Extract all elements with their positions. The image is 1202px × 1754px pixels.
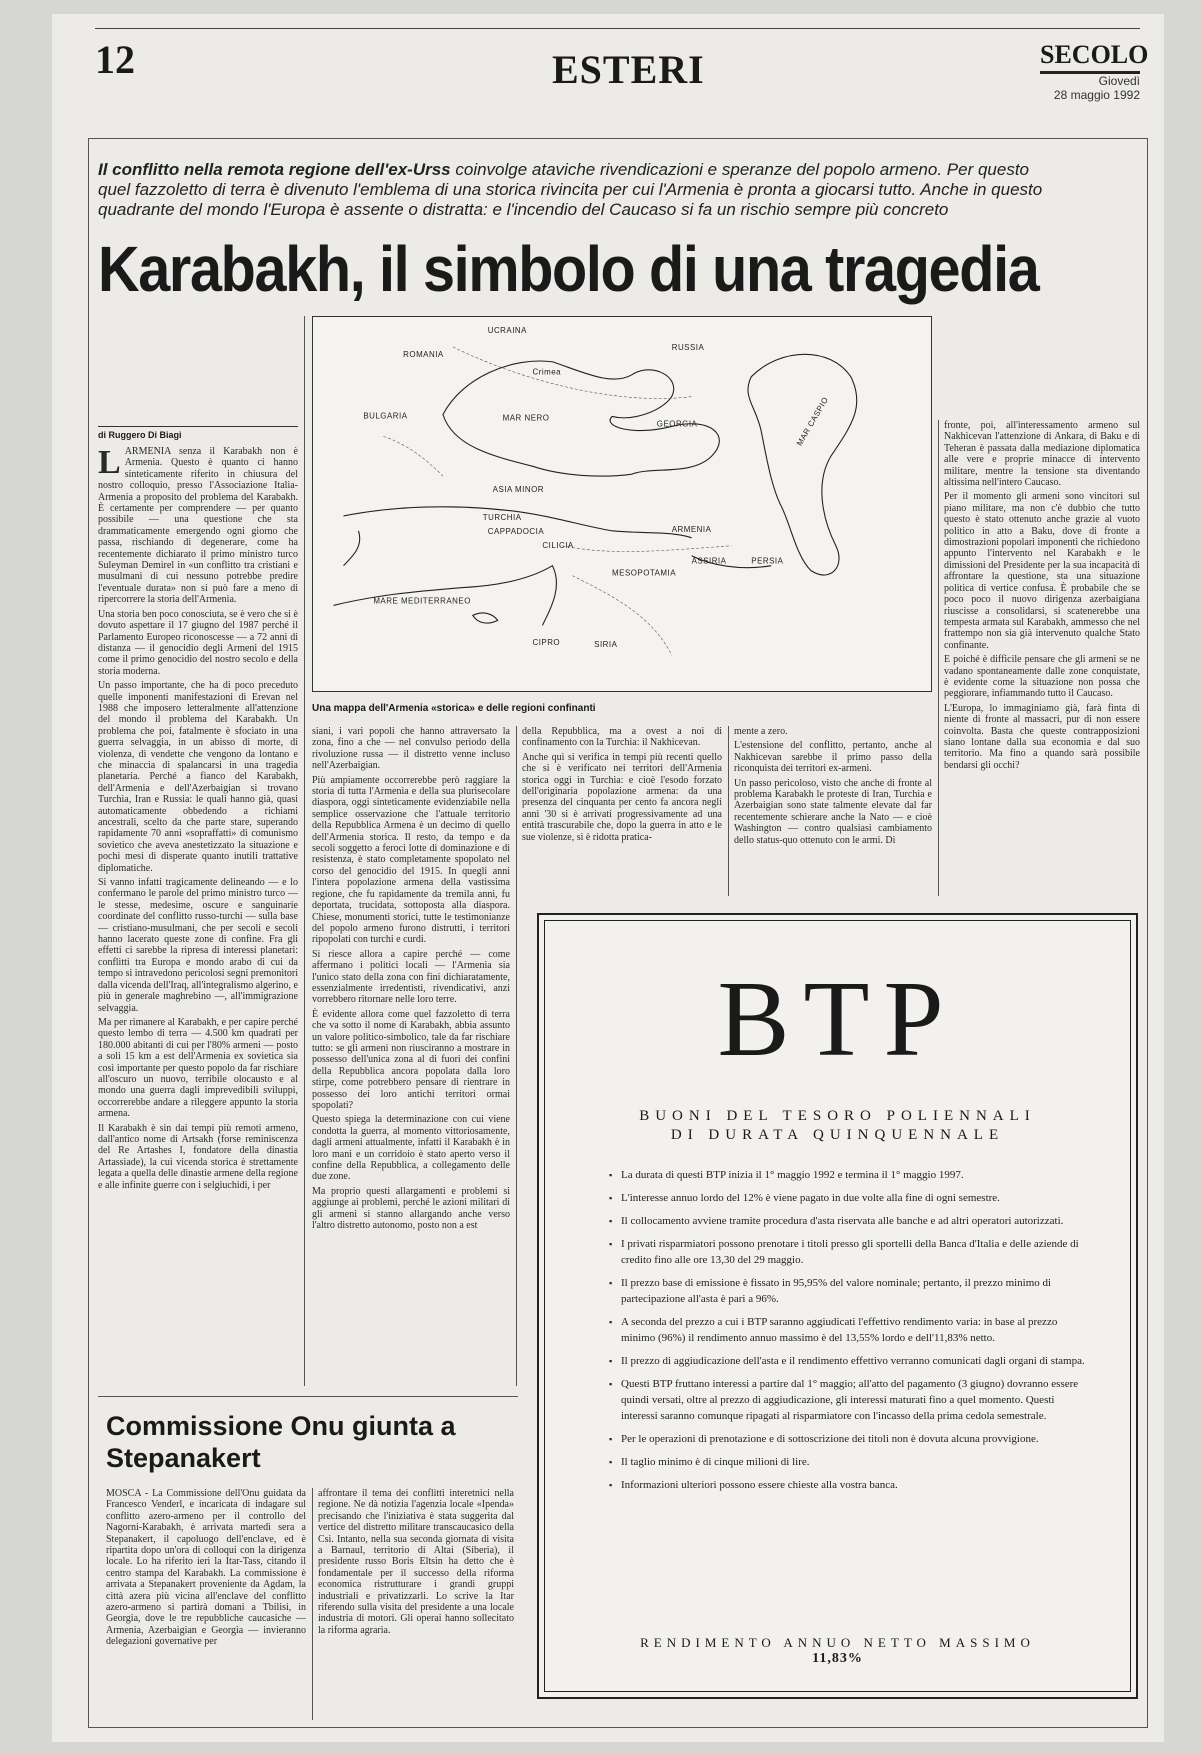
paragraph: L'Europa, lo immaginiamo già, farà finta di niente di fronte al massacri, pur di non essere coinvolta. Basta che queste contrapposizioni siano lontane dalla sua economia e dal suo territorio. Ma fino a quando sarà possibile bendarsi gli occhi?: [944, 702, 1140, 771]
map-label-siria: SIRIA: [594, 640, 618, 650]
paragraph: della Repubblica, ma a ovest a noi di confinamento con la Turchia: il Nakhicevan.: [522, 726, 722, 749]
map-label-crimea: Crimea: [532, 367, 562, 377]
ad-footer: [539, 1635, 1136, 1667]
map-label-persia: PERSIA: [751, 556, 784, 566]
list-item: ▪ Il prezzo di aggiudicazione dell'asta e il rendimento effettivo verranno comunicati dagli organi di stampa.: [609, 1353, 1089, 1369]
sidebar-column-1: [106, 1488, 306, 1720]
ad-subtitle-line-1: BUONI DEL TESORO POLIENNALI: [639, 1108, 1036, 1124]
paragraph: È evidente allora come quel fazzoletto di terra che va sotto il nome di Karabakh, abbia assunto un valore politico-simbolico, tale da far rischiare tutto: se gli armeni non riusciranno a mostrare in possesso dell'unica zona al di fuori dei confini della Repubblica ancora popolata dalla loro stirpe, come potrebbero pensare di rientrare in possesso dei loro antichi territori ormai spopolati?: [312, 1008, 510, 1111]
list-item: ▪ Per le operazioni di prenotazione e di sottoscrizione dei titoli non è dovuta alcuna provvigione.: [609, 1431, 1089, 1447]
map-label-mar-nero: MAR NERO: [502, 413, 550, 423]
paragraph: Il Karabakh è sin dai tempi più remoti armeno, dall'antico nome di Artsakh (forse reminiscenza del Re Artashes I, fondatore della dinastia Artassiade), la cui vicenda storica è strettamente legata a quella delle dinastie armene della regione e alle infinite guerre con i selgiuchidi, i per: [98, 1122, 298, 1191]
list-item: ▪ I privati risparmiatori possono prenotare i titoli presso gli sportelli della Banca d'Italia e delle aziende di credito fino alle ore 13,30 del 29 maggio.: [609, 1236, 1089, 1268]
column-divider: [312, 1488, 313, 1720]
map-label-cipro: CIPRO: [532, 638, 561, 648]
map-label-mar-caspio: MAR CASPIO: [794, 395, 831, 448]
list-item: ▪ L'interesse annuo lordo del 12% è viene pagato in due volte alla fine di ogni semestre.: [609, 1190, 1089, 1206]
column-divider: [728, 726, 729, 896]
sidebar-column-2: [318, 1488, 514, 1720]
paragraph: Per il momento gli armeni sono vincitori sul piano militare, ma non c'è dubbio che tutto questo è stato ottenuto anche grazie al vuoto politico in atto a Baku, dove di fronte a dimostrazioni popolari imponenti che richiedono appunto l'intervento nel Karabakh e le dimissioni del Presidente per la sua incapacità di affrontare la questione, sta una situazione politica di vertice confusa. È probabile che se poco poco il nuovo dirigenza azerbaigiana riuscisse a consolidarsi, si scatenerebbe una tempesta armata sul Karabakh, ammesso che nel frattempo non sia già intervenuto qualche Stato confinante.: [944, 491, 1140, 651]
map-label-assiria: ASSIRIA: [691, 556, 727, 566]
issue-day: Giovedì: [1098, 74, 1140, 88]
ad-subtitle: [539, 1107, 1136, 1145]
article-column-4: [734, 726, 932, 896]
map-label-turchia: TURCHIA: [482, 512, 522, 522]
list-item: ▪ Questi BTP fruttano interessi a partire dal 1° maggio; all'atto del pagamento (3 giugno) dovranno essere quindi versati, oltre al prezzo di aggiudicazione, gli interessi maturati fino a quel momento. Questi interessi saranno comunque ripagati al risparmiatore con l'incasso della prima cedola semestrale.: [609, 1376, 1089, 1424]
column-divider: [304, 316, 305, 1386]
article-kicker: [98, 160, 1058, 220]
list-item: ▪ Informazioni ulteriori possono essere chieste alla vostra banca.: [609, 1477, 1089, 1493]
paragraph: siani, i vari popoli che hanno attraversato la zona, fino a che — nel convulso periodo della rivoluzione russa — il distretto venne incluso nell'Azerbaigian.: [312, 726, 510, 772]
paragraph: Un passo pericoloso, visto che anche di fronte al problema Karabakh le proteste di Iran, Turchia e Azerbaigian sono state talmente elevate dal far recentemente schierare anche la Nato — e cioè Washington — contro qualsiasi cambiamento dello status-quo ottenuto con le armi. Di: [734, 777, 932, 846]
map-label-ucraina: UCRAINA: [487, 325, 527, 335]
paragraph: LARMENIA senza il Karabakh non è Armenia. Questo è quanto ci hanno sinteticamente riferito in chiusura del nostro colloquio, presso l'Associazione Italia-Armenia a proposito del problema del Karabakh. È certamente per comprendere — per quanto possibile — una questione che sta drammaticamente emergendo ogni giorno che passa, rischiando di degenerare, come ha recentemente dichiarato il primo ministro turco Suleyman Demirel in «un conflitto tra cristiani e musulmani di cui nessuno potrebbe predire l'eventuale durata» non si può fare a meno di ripercorrere la storia dell'Armenia.: [98, 446, 298, 606]
paragraph: Un passo importante, che ha di poco preceduto quelle imponenti manifestazioni di Erevan nel 1988 che imposero letteralmente all'attenzione del mondo il problema del Karabakh. Un problema che poi, fatalmente è sfociato in una guerra selvaggia, in un abisso di morte, di violenza, di vendette che vengono da lontano e che minaccia di spalancarsi in una tragedia planetaria. Perché a fianco del Karabakh, dell'Armenia e dell'Azerbaigian si trovano Turchia, Iran e Russia: le quali hanno già, quasi automaticamente obbedendo a richiami ancestrali, scelto da che parte stare, superando rapidamente 70 anni «sopraffatti» di comunismo sovietico che aveva anestetizzato la situazione e pochi mesi di disperate quanto inutili trattative diplomatiche.: [98, 680, 298, 874]
paragraph: Si riesce allora a capire perché — come affermano i politici locali — l'Armenia sia l'unico stato della zona con fini dichiaratamente, essenzialmente irredentisti, rivendicativi, anzi vorrebbero ritornare nelle loro terre.: [312, 948, 510, 1006]
article-column-2: [312, 726, 510, 1386]
map-label-mesopotamia: MESOPOTAMIA: [612, 568, 677, 578]
list-item: ▪ A seconda del prezzo a cui i BTP saranno aggiudicati l'effettivo rendimento varia: in base al prezzo minimo (96%) il rendimento annuo massimo è del 13,55% lordo e dell'11,83% netto.: [609, 1314, 1089, 1346]
top-rule: [95, 28, 1140, 29]
paragraph: Anche qui si verifica in tempi più recenti quello che si è verificato nei territori dell'Armenia storica oggi in Turchia: e cioè l'esodo forzato dell'originaria popolazione armena: da una presenza del cinquanta per cento fa ancora negli anni '30 si è arrivati progressivamente ad una entità trascurabile che, dopo la guerra in atto e le sue violenze, si è ridotta pratica-: [522, 751, 722, 843]
ad-title: BTP: [717, 960, 958, 1079]
paragraph: Ma per rimanere al Karabakh, e per capire perché questo lembo di terra — 4.500 km quadrati per 180.000 abitanti di cui per l'80% armeni — posto a soli 15 km a est dell'Armenia ex sovietica sia così importante per questo popolo da far rischiare all'oscuro un nuovo, terribile olocausto e al mondo una guerra dagli imprevedibili sviluppi, occorrerebbe andare a rileggere appunto la storia armena.: [98, 1016, 298, 1120]
map-label-russia: RUSSIA: [671, 342, 705, 352]
masthead: [1040, 40, 1149, 102]
byline: di Ruggero Di Biagi: [98, 426, 298, 440]
section-title: ESTERI: [552, 47, 705, 92]
paragraph: E poiché è difficile pensare che gli armeni se ne vadano spontaneamente dalle zone conquistate, è evidente come la situazione non possa che peggiorare, infiammando tutto il Caucaso.: [944, 654, 1140, 700]
sidebar-headline: Commissione Onu giunta a Stepanakert: [106, 1411, 456, 1473]
column-divider: [516, 726, 517, 1386]
paragraph: fronte, poi, all'interessamento armeno sul Nakhicevan l'attenzione di Ankara, di Baku e di Teheran è passata dalla mediazione diplomatica alle vere e proprie minacce di intervento militare, mentre la tensione sta diventando altissima nell'intero Caucaso.: [944, 420, 1140, 489]
paragraph: Si vanno infatti tragicamente delineando — e lo confermano le parole del primo ministro turco — le stesse, medesime, oscure e sanguinarie coordinate del conflitto russo-turchi — sulla base — cristiano-musulmani, che per secoli e secoli hanno lacerato queste zone di confine. Fra gli effetti ci sarebbe la ripresa di interessi planetari: conflitti tra Europa e mondo arabo di cui da tempo si intravedono pericolosi segni premonitori dalla vicenda dell'Iraq, all'integralismo algerino, e più in generale maghrebino —, all'immigrazione selvaggia.: [98, 877, 298, 1014]
page-number: 12: [95, 37, 135, 82]
map-label-armenia: ARMENIA: [671, 524, 712, 534]
masthead-logo: SECOLO: [1040, 40, 1140, 74]
list-item: ▪ La durata di questi BTP inizia il 1° maggio 1992 e termina il 1° maggio 1997.: [609, 1167, 1089, 1183]
column-divider: [938, 420, 939, 896]
map-label-cilicia: CILICIA: [542, 540, 574, 550]
ad-footer-rate: 11,83%: [812, 1651, 863, 1666]
map-drawing: [313, 317, 931, 691]
map-label-asia-minor: ASIA MINOR: [492, 485, 544, 495]
paragraph: Una storia ben poco conosciuta, se è vero che si è dovuto aspettare il 17 giugno del 1987 perché il Parlamento Europeo riconoscesse — a 72 anni di distanza — il genocidio degli Armeni del 1915 come il primo genocidio del nostro secolo e della storia moderna.: [98, 608, 298, 677]
article-column-3: [522, 726, 722, 896]
drop-cap: L: [98, 446, 121, 481]
map-label-georgia: GEORGIA: [656, 419, 698, 429]
armenia-map: [312, 316, 932, 692]
paragraph: MOSCA - La Commissione dell'Onu guidata da Francesco Venderl, e incaricata di indagare sul conflitto azero-armeno per il controllo del Nagorni-Karabakh, è arrivata martedì sera a Stepanakert, il capoluogo dell'enclave, ed è ripartita dopo un'ora di colloqui con la dirigenza locale. Lo ha riferito ieri la Itar-Tass, citando il centro stampa del Karabakh. La commissione è arrivata a Stepanakert proveniente da Agdam, la città azera più vicina all'enclave del conflitto azero-armeno si partirà domani a Tbilisi, in Georgia, dove le tre repubbliche caucasiche — Armenia, Azerbaigian e Georgia — invieranno delegazioni governative per: [106, 1488, 306, 1648]
article-column-1: [98, 446, 298, 1386]
kicker-text: coinvolge ataviche rivendicazioni e speranze del popolo armeno. Per questo quel fazzoletto di terra è divenuto l'emblema di una storica rivincita per cui l'Armenia è pronta a giocarsi tutto. Anche in questo quadrante del mondo l'Europa è assente o distratta: e l'incendio del Caucaso si fa un rischio sempre più concreto: [98, 160, 1043, 219]
map-label-romania: ROMANIA: [403, 349, 444, 359]
list-item: ▪ Il prezzo base di emissione è fissato in 95,95% del valore nominale; pertanto, il prezzo minimo di partecipazione all'asta è pari a 96%.: [609, 1275, 1089, 1307]
list-item: ▪ Il taglio minimo è di cinque milioni di lire.: [609, 1454, 1089, 1470]
map-label-mare-mediterraneo: MARE MEDITERRANEO: [373, 596, 471, 606]
kicker-bold: Il conflitto nella remota regione dell'ex-Urss: [98, 160, 451, 179]
map-label-cappadocia: CAPPADOCIA: [487, 526, 545, 536]
paragraph: Ma proprio questi allargamenti e problemi si aggiunge ai problemi, perché le azioni militari di gli armeni si stanno allargando anche verso l'altro distretto autonomo, posto non a est: [312, 1185, 510, 1232]
map-label-bulgaria: BULGARIA: [363, 411, 408, 421]
ad-subtitle-line-2: DI DURATA QUINQUENNALE: [670, 1127, 1005, 1143]
paragraph: affrontare il tema dei conflitti interetnici nella regione. Ne dà notizia l'agenzia locale «Ipenda» precisando che l'iniziativa è stata suggerita dal vertice del distretto militare transcaucasico della Csi. Intanto, nella sua seconda giornata di visita a Barnaul, territorio di Altai (Siberia), il presidente russo Boris Eltsin ha detto che è fondamentale per il successo della riforma economica ristrutturare i grandi gruppi industriali e privatizzarli. Lo scrive la Itar riferendo sulla visita del presidente a una locale industria di motori. Gli operai hanno sollecitato la riforma agraria.: [318, 1488, 514, 1636]
issue-date: 28 maggio 1992: [1053, 88, 1140, 102]
list-item: ▪ Il collocamento avviene tramite procedura d'asta riservata alle banche e ad altri operatori autorizzati.: [609, 1213, 1089, 1229]
article-headline: Karabakh, il simbolo di una tragedia: [98, 233, 1039, 305]
ad-terms-list: [609, 1167, 1089, 1500]
article-column-5: [944, 420, 1140, 896]
paragraph: Questo spiega la determinazione con cui viene condotta la guerra, al momento vittoriosamente, dagli armeni attualmente, infatti il Karabakh è in loro mani e un corridoio è stato aperto verso il confine della Repubblica, a collegamento delle due zone.: [312, 1114, 510, 1183]
ad-footer-line-1: RENDIMENTO ANNUO NETTO MASSIMO: [640, 1635, 1035, 1650]
paragraph: mente a zero.: [734, 726, 788, 737]
section-divider: [98, 1396, 518, 1397]
map-caption: Una mappa dell'Armenia «storica» e delle regioni confinanti: [312, 703, 596, 714]
btp-advertisement: [537, 913, 1138, 1699]
paragraph: Più ampiamente occorrerebbe però raggiare la storia di tutta l'Armenia e della sua plurisecolare diaspora, oggi sinteticamente evidenziabile nella semplice osservazione che l'attuale territorio della Repubblica Armena è un decimo di quello dell'Armenia storica. Il resto, da tempo e da secoli soggetto a feroci lotte di dominazione e di resistenza, è stato completamente spopolato nel corso del genocidio del 1915. In quegli anni l'intera popolazione armena della vastissima regione, che fu rapidamente da tremila anni, fu deportata, trucidata, sottoposta alla diaspora. Chiese, monumenti storici, tutte le testimonianze del popolo armeno furono distrutti, i territori ripopolati con turchi e curdi.: [312, 774, 510, 946]
paragraph: L'estensione del conflitto, pertanto, anche al Nakhicevan sarebbe il primo passo della riconquista dei territori ex-armeni.: [734, 740, 932, 775]
